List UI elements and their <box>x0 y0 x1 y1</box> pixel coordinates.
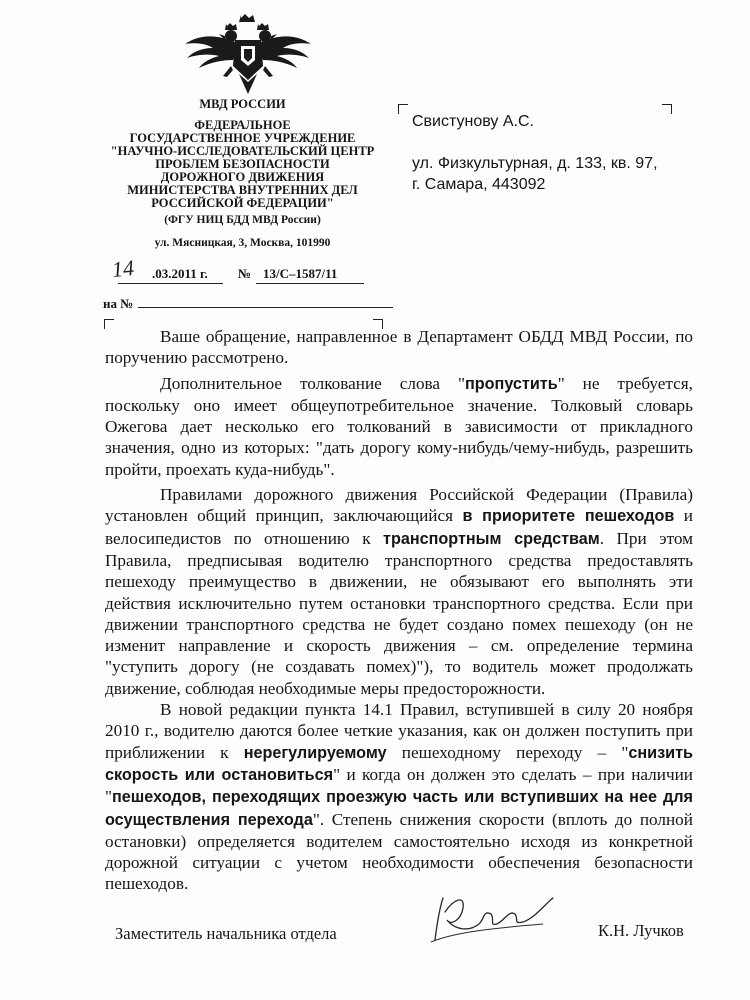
institution-line: ФЕДЕРАЛЬНОЕ <box>194 118 291 132</box>
letter-body <box>105 326 693 895</box>
ministry-title: МВД РОССИИ <box>199 97 286 111</box>
text-span: Правилами дорожного движения Российской Федерации (Правила) установлен общий принцип, заключающийся <box>105 485 693 526</box>
letter-date: .03.2011 г. <box>152 266 208 281</box>
handwritten-day: 14 <box>110 254 136 283</box>
paragraph-4 <box>105 699 693 895</box>
number-label: № <box>238 266 252 281</box>
signatory-position: Заместитель начальника отдела <box>115 924 337 943</box>
paragraph-1: Ваше обращение, направленное в Департамент ОБДД МВД России, по поручению рассмотрено. <box>105 327 693 368</box>
bold-term: пешеходов, переходящих проезжую часть или вступивших на нее для осуществления перехода <box>105 788 693 829</box>
bold-term: снизить скорость или остановиться <box>105 743 693 784</box>
paragraph-2 <box>105 373 693 480</box>
institution-line: РОССИЙСКОЙ ФЕДЕРАЦИИ" <box>151 196 334 210</box>
bold-term: нерегулируемому <box>243 743 387 762</box>
text-span: " не требуется, поскольку оно имеет общеупотребительное значение. Толковый словарь Ожегова дает несколько его толкований в зависимости от прикладного значения, одно из которых: "дать дорогу кому-нибудь/чему-нибудь, разрешить пройти, проехать куда-нибудь". <box>105 373 693 479</box>
letter-number: 13/С–1587/11 <box>263 266 338 281</box>
text-span: . При этом Правила, предписывая водителю транспортного средства предоставлять пешеходу преимущество в движении, не обязывают его выполнять эти действия исключительно путем остановки транспортного средства. Если при движении транспортного средства не будет создано помех пешеходу (он не изменит направление и скорость движения – см. определение термина "уступить дорогу (не создавать помех)"), то водитель может продолжать движение, соблюдая необходимые меры предосторожности. <box>105 528 693 698</box>
institution-line: ДОРОЖНОГО ДВИЖЕНИЯ <box>160 170 325 184</box>
bold-term: в приоритете пешеходов <box>462 507 675 526</box>
text-span: и велосипедистов по отношению к <box>105 506 694 548</box>
institution-abbrev: (ФГУ НИЦ БДД МВД России) <box>164 214 321 226</box>
address-corner-top-left <box>398 104 408 114</box>
institution-address: ул. Мясницкая, 3, Москва, 101990 <box>154 237 331 249</box>
recipient-street: ул. Физкультурная, д. 133, кв. 97, <box>412 155 658 172</box>
address-corner-top-right <box>662 104 672 114</box>
recipient-city: г. Самара, 443092 <box>412 176 546 193</box>
institution-line: "НАУЧНО-ИССЛЕДОВАТЕЛЬСКИЙ ЦЕНТР <box>110 144 375 158</box>
mvd-eagle-emblem-icon <box>183 14 313 96</box>
recipient-name: Свистунову А.С. <box>412 113 534 130</box>
text-span: В новой редакции пункта 14.1 Правил, вступившей в силу 20 ноября 2010 г., водителю даются более четкие указания, как он должен поступить при приближении к <box>105 700 693 762</box>
text-span: ". Степень снижения скорости (вплоть до полной остановки) определяется водителем самостоятельно исходя из конкретной дорожной ситуации с учетом необходимости обеспечения безопасности пешеходов. <box>105 809 693 894</box>
institution-line: МИНИСТЕРСТВА ВНУТРЕННИХ ДЕЛ <box>127 183 358 197</box>
reply-to-underline <box>138 307 393 308</box>
date-underline <box>118 283 223 284</box>
institution-line: ПРОБЛЕМ БЕЗОПАСНОСТИ <box>155 157 330 171</box>
handwritten-signature-icon <box>425 880 575 950</box>
text-span: " и когда он должен это сделать – при наличии " <box>105 764 693 807</box>
text-span: пешеходному переходу – " <box>386 742 629 762</box>
paragraph-3 <box>105 484 693 699</box>
bold-term: транспортным средствам <box>383 529 600 548</box>
signatory-name: К.Н. Лучков <box>598 921 684 940</box>
text-span: Дополнительное толкование слова " <box>160 373 465 393</box>
bold-term: пропустить <box>465 374 558 393</box>
institution-line: ГОСУДАРСТВЕННОЕ УЧРЕЖДЕНИЕ <box>129 131 356 145</box>
number-underline <box>256 283 364 284</box>
reply-to-label: на № <box>103 296 134 311</box>
